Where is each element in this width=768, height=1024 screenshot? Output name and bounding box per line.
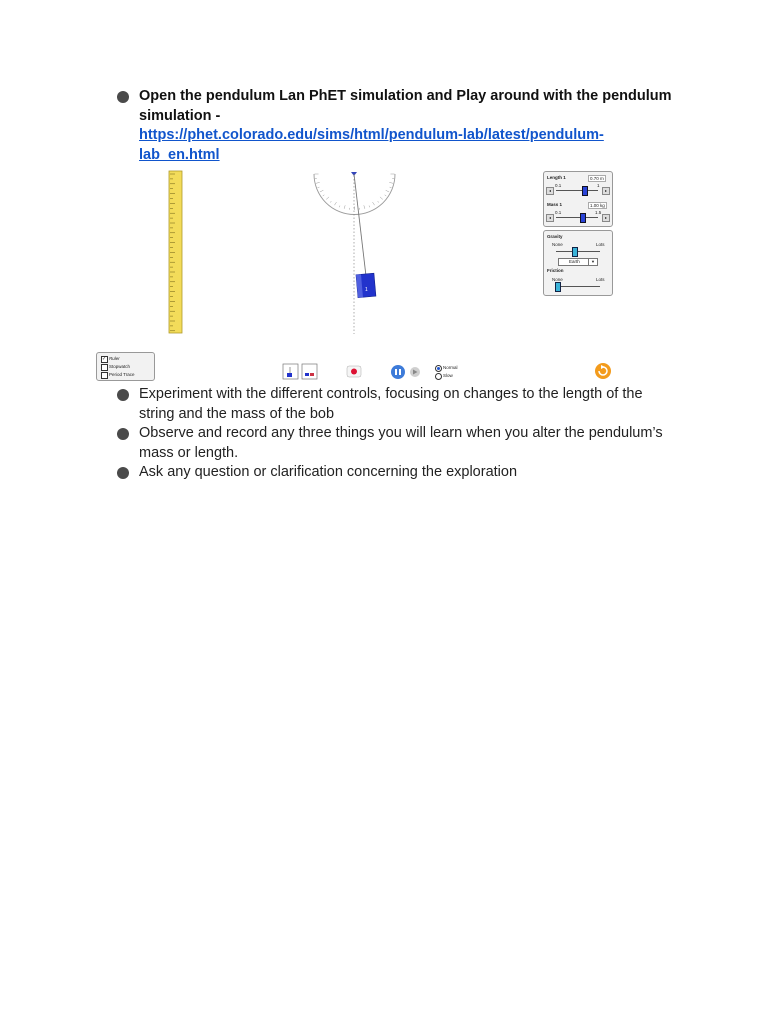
protractor-tick	[380, 197, 383, 200]
gravity-select[interactable]	[558, 258, 598, 266]
normal-speed-radio[interactable]	[435, 365, 442, 372]
mass-min: 0.1	[555, 210, 562, 215]
length-min: 0.1	[555, 183, 562, 188]
ruler[interactable]	[169, 171, 182, 333]
mass-decrement-button[interactable]: ◂	[546, 214, 554, 222]
length-mass-panel	[543, 171, 613, 227]
protractor-tick	[316, 182, 320, 183]
mass-label: Mass 1	[547, 202, 563, 207]
tools-panel	[96, 352, 155, 381]
chevron-down-icon[interactable]: ▼	[588, 259, 597, 265]
protractor-tick	[326, 197, 329, 200]
length-max: 1	[597, 183, 600, 188]
friction-slider-thumb[interactable]	[555, 282, 561, 292]
protractor-tick	[386, 190, 389, 192]
reset-all-icon[interactable]	[595, 363, 611, 379]
pause-button-icon[interactable]	[391, 365, 405, 379]
gravity-friction-panel	[543, 230, 613, 296]
friction-slider-track[interactable]	[556, 286, 600, 287]
normal-speed-label: Normal	[443, 365, 458, 370]
protractor-tick	[330, 201, 331, 202]
protractor-tick	[335, 202, 337, 205]
mass-value: 1.00 kg	[590, 203, 605, 208]
length-decrement-button[interactable]: ◂	[546, 187, 554, 195]
protractor-tick	[344, 205, 345, 208]
friction-max: Lots	[596, 277, 605, 282]
two-pendulums-icon[interactable]	[302, 364, 317, 379]
protractor-tick	[378, 201, 379, 202]
protractor-tick	[323, 195, 325, 196]
gravity-slider-track[interactable]	[556, 251, 600, 252]
protractor-tick	[373, 202, 375, 205]
simulation-link[interactable]: https://phet.colorado.edu/sims/html/pendulum-lab/latest/pendulum-lab_en.html	[139, 127, 604, 163]
protractor-tick	[364, 205, 365, 208]
bullet-marker	[117, 467, 129, 479]
length-slider-track[interactable]	[556, 190, 598, 191]
bullet-item-observe: Observe and record any three things you will learn when you alter the pendulum’s mass or length.	[139, 425, 663, 461]
friction-label: Friction	[547, 268, 564, 273]
ruler-checkbox[interactable]: ✓	[102, 356, 107, 362]
period-trace-checkbox-label: Period Trace	[109, 372, 135, 377]
length-value: 0.70 m	[590, 176, 604, 181]
length-label: Length 1	[547, 175, 566, 180]
period-trace-checkbox[interactable]	[101, 372, 108, 379]
intro-screen-icon[interactable]	[283, 364, 298, 379]
slow-speed-label: Slow	[443, 373, 453, 378]
slow-speed-radio[interactable]	[435, 373, 442, 380]
ruler-checkbox-label: Ruler	[109, 356, 120, 361]
protractor-tick	[389, 182, 393, 183]
stopwatch-checkbox[interactable]	[101, 364, 108, 371]
protractor	[314, 172, 395, 334]
stopwatch-checkbox-label: Stopwatch	[109, 364, 131, 369]
protractor-tick	[339, 206, 340, 208]
pendulum-bob-label: 1	[365, 287, 368, 293]
mass-slider-track[interactable]	[556, 217, 598, 218]
gravity-max: Lots	[596, 242, 605, 247]
mass-max: 1.5	[595, 210, 602, 215]
mass-slider-thumb[interactable]	[580, 213, 586, 223]
protractor-tick	[320, 190, 323, 192]
pendulum[interactable]	[354, 174, 376, 298]
protractor-tick	[318, 187, 320, 188]
pendulum-simulation-image	[93, 166, 627, 384]
bullet-item-open-simulation	[139, 87, 679, 165]
protractor-tick	[390, 187, 392, 188]
bullet-item-experiment: Experiment with the different controls, focusing on changes to the length of the string and the mass of the bob	[139, 386, 643, 422]
mass-increment-button[interactable]: ▸	[602, 214, 610, 222]
gravity-min: None	[552, 242, 563, 247]
gravity-select-value: Earth	[569, 259, 580, 264]
step-button-icon[interactable]	[410, 367, 420, 377]
bullet-item-ask: Ask any question or clarification concerning the exploration	[139, 464, 518, 480]
length-slider-thumb[interactable]	[582, 186, 588, 196]
record-button-icon[interactable]	[347, 366, 361, 377]
friction-min: None	[552, 277, 563, 282]
gravity-slider-thumb[interactable]	[572, 247, 578, 257]
instruction-text: Open the pendulum Lan PhET simulation and Play around with the pendulum simulation -	[139, 88, 672, 124]
bullet-marker	[117, 428, 129, 440]
bullet-marker	[117, 389, 129, 401]
protractor-tick	[369, 206, 370, 208]
protractor-tick	[385, 195, 387, 196]
gravity-label: Gravity	[547, 234, 563, 239]
speed-radio-group	[435, 364, 475, 380]
length-increment-button[interactable]: ▸	[602, 187, 610, 195]
bullet-marker	[117, 91, 129, 103]
